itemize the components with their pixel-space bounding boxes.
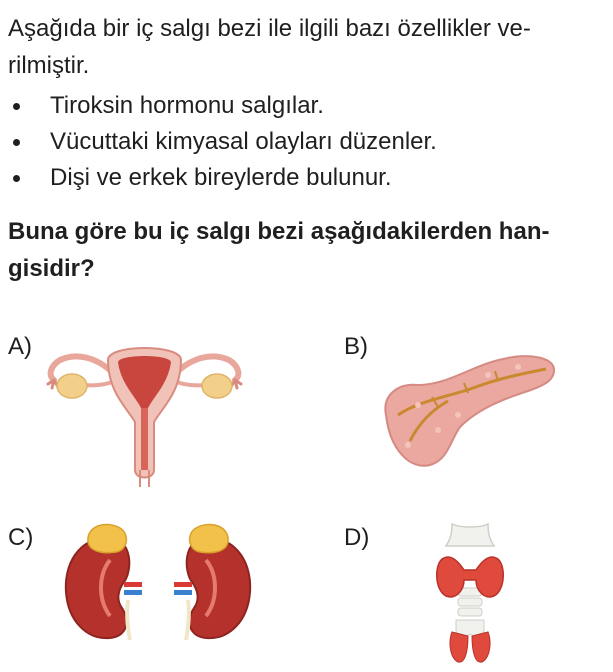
option-d-label: D) bbox=[344, 524, 370, 551]
list-item bbox=[8, 88, 437, 124]
kidneys-adrenal-glands-illustration bbox=[58, 520, 258, 645]
pancreas-illustration bbox=[378, 345, 558, 475]
question-line-1: Buna göre bu iç salgı bezi aşağıdakilerden han- bbox=[8, 218, 550, 245]
stem-line-1: Aşağıda bir iç salgı bezi ile ilgili bazı özellikler ve- bbox=[8, 15, 531, 42]
question-line-2: gisidir? bbox=[8, 255, 95, 282]
stem-line-2: rilmiştir. bbox=[8, 52, 90, 79]
list-item bbox=[8, 124, 437, 160]
stem-text bbox=[8, 10, 608, 84]
bullet-icon bbox=[13, 103, 20, 110]
option-c-label: C) bbox=[8, 524, 34, 551]
question-text bbox=[8, 213, 608, 287]
feature-text: Tiroksin hormonu salgılar. bbox=[50, 92, 324, 119]
feature-list bbox=[8, 88, 437, 196]
bullet-icon bbox=[13, 139, 20, 146]
thyroid-gland-illustration bbox=[430, 518, 510, 668]
list-item bbox=[8, 160, 437, 196]
option-b-label: B) bbox=[344, 333, 368, 360]
bullet-icon bbox=[13, 175, 20, 182]
feature-text: Dişi ve erkek bireylerde bulunur. bbox=[50, 164, 392, 191]
uterus-ovaries-illustration bbox=[42, 330, 247, 490]
feature-text: Vücuttaki kimyasal olayları düzenler. bbox=[50, 128, 437, 155]
option-a-label: A) bbox=[8, 333, 32, 360]
